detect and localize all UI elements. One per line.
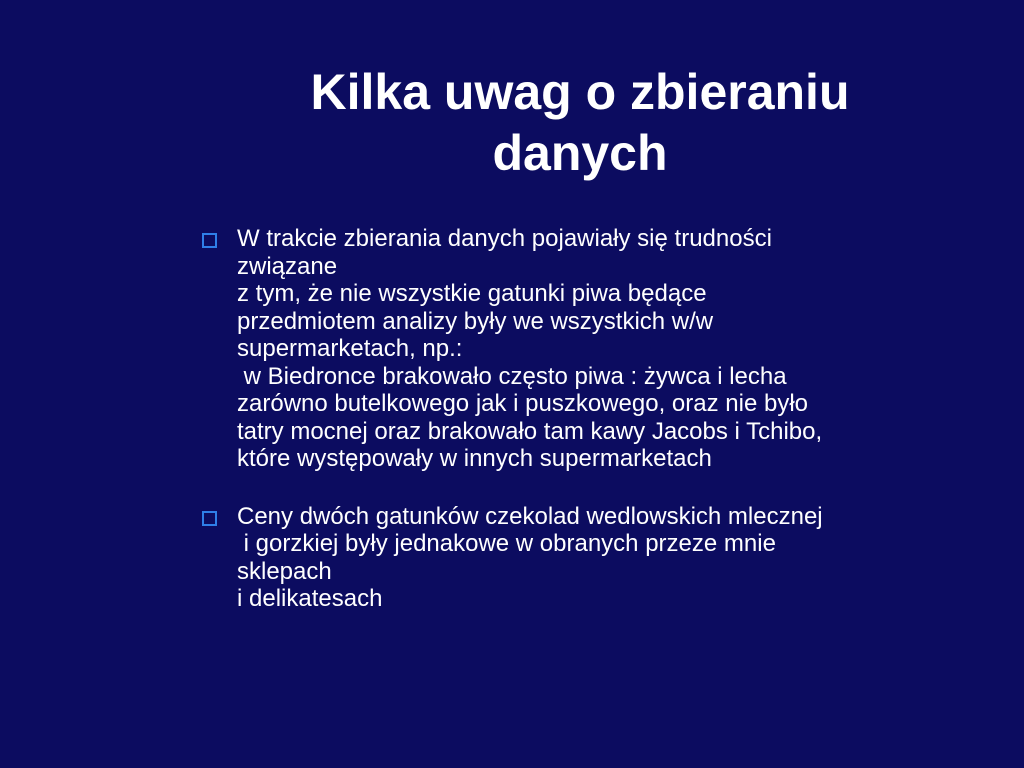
slide-title	[230, 62, 930, 184]
bullet-1-line-4: przedmiotem analizy były we wszystkich w/w	[237, 307, 714, 335]
bullet-2-line-1: Ceny dwóch gatunków czekolad wedlowskich mlecznej	[237, 502, 823, 530]
hollow-square-icon	[202, 233, 217, 248]
bullet-item-1	[200, 225, 960, 473]
bullet-1-line-9: które występowały w innych supermarketach	[237, 445, 712, 472]
slide-title-line-2: danych	[492, 125, 668, 181]
bullet-1-line-6: w Biedronce brakowało często piwa : żywca i lecha	[237, 362, 787, 390]
bullet-list	[200, 225, 960, 613]
bullet-item-2	[200, 503, 960, 613]
hollow-square-icon	[202, 511, 217, 526]
bullet-2-line-3: sklepach	[237, 557, 332, 585]
bullet-1-line-2: związane	[237, 252, 338, 280]
bullet-1-line-7: zarówno butelkowego jak i puszkowego, oraz nie było	[237, 390, 808, 417]
bullet-1-line-1: W trakcie zbierania danych pojawiały się trudności	[237, 225, 772, 252]
slide-title-line-1: Kilka uwag o zbieraniu	[310, 64, 850, 120]
bullet-2-line-4: i delikatesach	[237, 585, 383, 612]
bullet-2-line-2: i gorzkiej były jednakowe w obranych przeze mnie	[237, 530, 776, 557]
bullet-1-line-3: z tym, że nie wszystkie gatunki piwa będące	[237, 280, 707, 307]
bullet-1-line-8: tatry mocnej oraz brakowało tam kawy Jacobs i Tchibo,	[237, 417, 823, 445]
bullet-1-line-5: supermarketach, np.:	[237, 335, 463, 362]
